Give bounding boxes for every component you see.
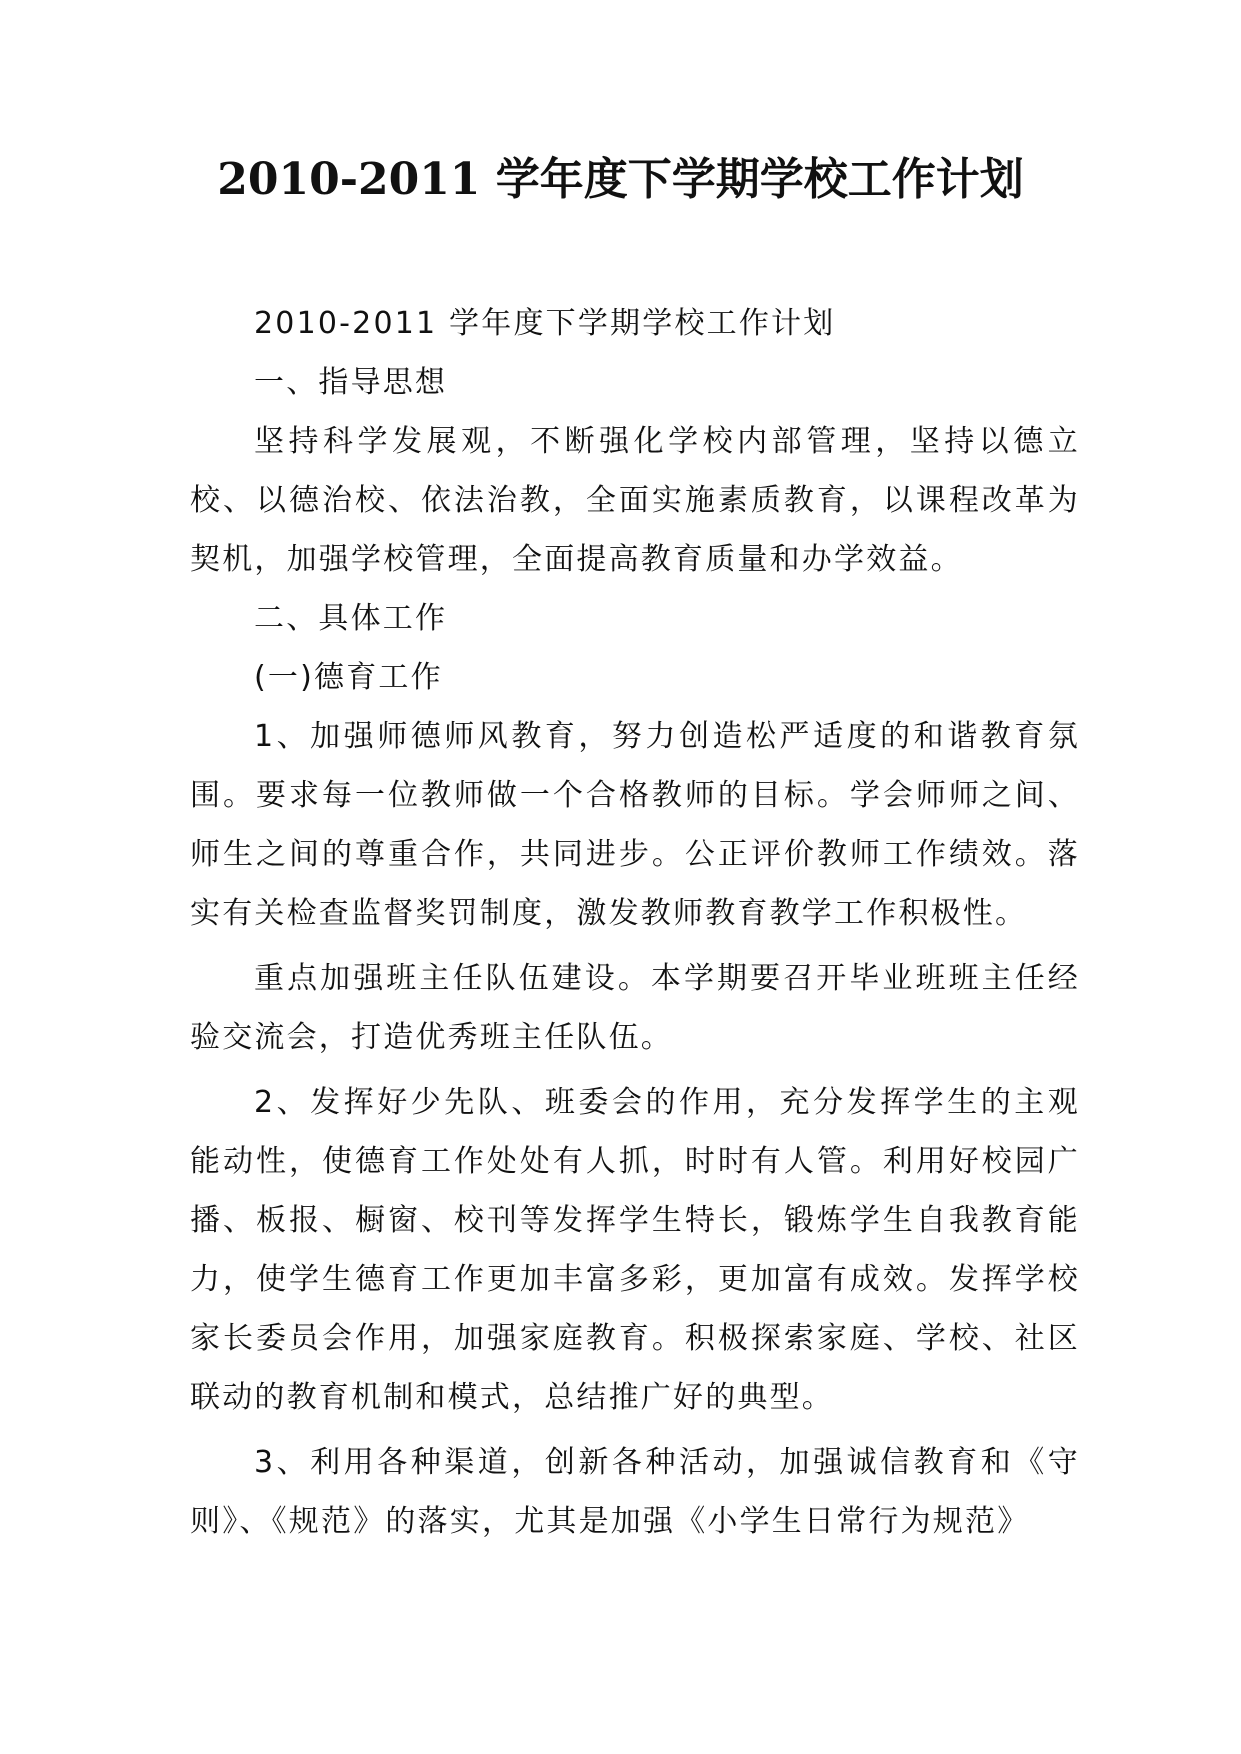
document-body: [190, 294, 1080, 1551]
paragraph-class-teacher: 重点加强班主任队伍建设。本学期要召开毕业班班主任经验交流会，打造优秀班主任队伍。: [190, 961, 1080, 1055]
document-title: 2010-2011 学年度下学期学校工作计划: [217, 154, 1024, 205]
paragraph-guiding-ideology: 坚持科学发展观，不断强化学校内部管理，坚持以德立校、以德治校、依法治教，全面实施素质教育，以课程改革为契机，加强学校管理，全面提高教育质量和办学效益。: [190, 424, 1080, 577]
subsection-heading-moral-education: (一)德育工作: [254, 660, 443, 695]
paragraph-item-1: 1、加强师德师风教育，努力创造松严适度的和谐教育氛围。要求每一位教师做一个合格教师的目标。学会师师之间、师生之间的尊重合作，共同进步。公正评价教师工作绩效。落实有关检查监督奖罚制度，激发教师教育教学工作积极性。: [190, 719, 1080, 931]
section-heading-specific-work: 二、具体工作: [254, 601, 448, 636]
paragraph-item-2: 2、发挥好少先队、班委会的作用，充分发挥学生的主观能动性，使德育工作处处有人抓，时时有人管。利用好校园广播、板报、橱窗、校刊等发挥学生特长，锻炼学生自我教育能力，使学生德育工作更加丰富多彩，更加富有成效。发挥学校家长委员会作用，加强家庭教育。积极探索家庭、学校、社区联动的教育机制和模式，总结推广好的典型。: [190, 1085, 1080, 1415]
paragraph-heading-repeat: 2010-2011 学年度下学期学校工作计划: [254, 306, 836, 341]
section-heading-guiding-ideology: 一、指导思想: [254, 365, 448, 400]
paragraph-item-3: 3、利用各种渠道，创新各种活动，加强诚信教育和《守则》、《规范》的落实，尤其是加强《小学生日常行为规范》: [190, 1445, 1080, 1539]
